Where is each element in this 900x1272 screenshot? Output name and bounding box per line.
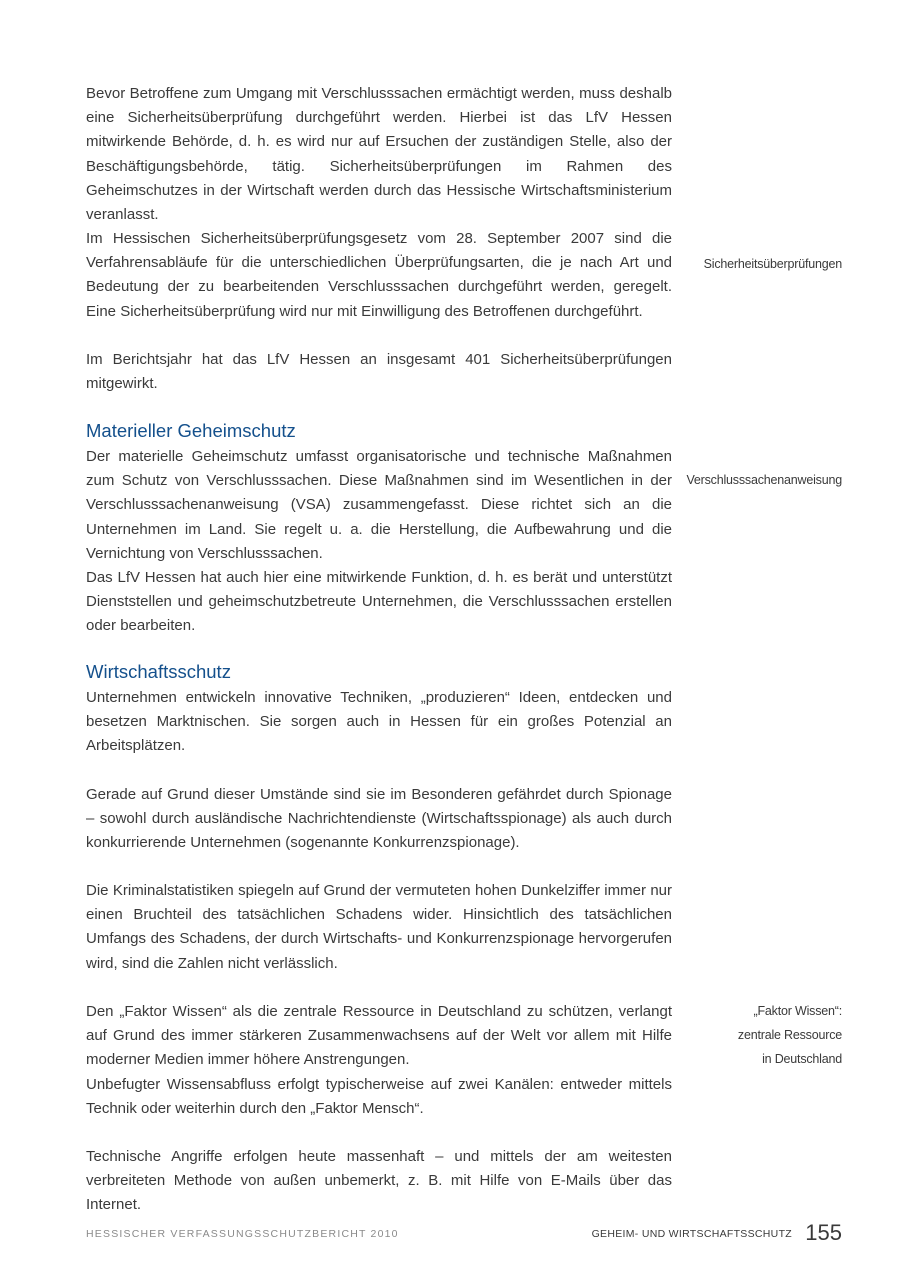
- margin-note-sicherheitsueberpruefungen: Sicherheitsüberprüfungen: [703, 257, 842, 271]
- margin-note-line: in Deutschland: [762, 1052, 842, 1066]
- margin-note-line: zentrale Ressource: [737, 1028, 842, 1042]
- body-text-column: [86, 879, 672, 976]
- paragraph-law: Im Hessischen Sicherheitsüberprüfungsgesetz vom 28. September 2007 sind die Verfahrensabläufe für die unterschiedlichen Überprüfungsarten, die je nach Art und Bedeutung der zu bearbeitenden Verschlusssachen durchgeführt werden, geregelt. Eine Sicherheitsüberprüfung wird nur mit Einwilligung des Betroffenen durchgeführt.: [86, 230, 672, 320]
- footer-chapter-title: GEHEIM- UND WIRTSCHAFTSSCHUTZ: [591, 1228, 792, 1240]
- heading-wirtschaftsschutz: Wirtschaftsschutz: [86, 661, 231, 682]
- body-text-column: [86, 1000, 672, 1121]
- body-text-column: [86, 82, 672, 227]
- paragraph-materiell-1: Der materielle Geheimschutz umfasst organisatorische und technische Maßnahmen zum Schutz von Verschlusssachen. Diese Maßnahmen sind im Wesentlichen in der Verschlusssachenanweisung (VSA) zusammengefasst. Diese richtet sich an die Unternehmen im Land. Sie regelt u. a. die Herstellung, die Aufbewahrung und die Vernichtung von Verschlusssachen.: [86, 448, 672, 562]
- paragraph-technische-angriffe: Technische Angriffe erfolgen heute massenhaft – und mittels der am weitesten verbreiteten Methode von außen unbemerkt, z. B. mit Hilfe von E-Mails über das Internet.: [86, 1148, 672, 1214]
- heading-materieller-geheimschutz: Materieller Geheimschutz: [86, 420, 296, 441]
- paragraph-faktor-wissen: Den „Faktor Wissen“ als die zentrale Ressource in Deutschland zu schützen, verlangt auf Grund des immer stärkeren Zusammenwachsens auf der Welt vor allem mit Hilfe moderner Medien immer höhere Anstrengungen.: [86, 1003, 672, 1069]
- margin-note-line: „Faktor Wissen“:: [753, 1004, 842, 1018]
- paragraph-report-year: Im Berichtsjahr hat das LfV Hessen an insgesamt 401 Sicherheitsüberprüfungen mitgewirkt.: [86, 351, 672, 393]
- page-number: 155: [805, 1220, 842, 1245]
- section-materiell: [86, 419, 672, 639]
- margin-note-faktor-wissen: [622, 999, 842, 1071]
- paragraph-kriminalstatistik: Die Kriminalstatistiken spiegeln auf Grund der vermuteten hohen Dunkelziffer immer nur einen Bruchteil des tatsächlichen Schadens wider. Hinsichtlich des tatsächlichen Umfangs des Schadens, der durch Wirtschafts- und Konkurrenzspionage hervorgerufen wird, sind die Zahlen nicht verlässlich.: [86, 882, 672, 972]
- margin-note-verschlusssachenanweisung: Verschlusssachenanweisung: [686, 473, 842, 487]
- body-text-column: [86, 348, 672, 396]
- paragraph-clearance-intro: Bevor Betroffene zum Umgang mit Verschlusssachen ermächtigt werden, muss deshalb eine Sicherheitsüberprüfung durchgeführt werden. Hierbei ist das LfV Hessen mitwirkende Behörde, d. h. es wird nur auf Ersuchen der zuständigen Stelle, also der Beschäftigungsbehörde, tätig. Sicherheitsüberprüfungen im Rahmen des Geheimschutzes in der Wirtschaft werden durch das Hessische Wirtschaftsministerium veranlasst.: [86, 85, 672, 224]
- body-text-column: [86, 1145, 672, 1218]
- paragraph-innovation: Unternehmen entwickeln innovative Techniken, „produzieren“ Ideen, entdecken und besetzen Marktnischen. Sie sorgen auch in Hessen für ein großes Potenzial an Arbeitsplätzen.: [86, 689, 672, 755]
- paragraph-wissensabfluss: Unbefugter Wissensabfluss erfolgt typischerweise auf zwei Kanälen: entweder mittels Technik oder weiterhin durch den „Faktor Mensch“.: [86, 1075, 672, 1117]
- body-text-column: [86, 227, 672, 324]
- paragraph-spionage: Gerade auf Grund dieser Umstände sind sie im Besonderen gefährdet durch Spionage – sowohl durch ausländische Nachrichtendienste (Wirtschaftsspionage) als auch durch konkurrierende Unternehmen (sogenannte Konkurrenzspionage).: [86, 786, 672, 852]
- body-text-column: [86, 783, 672, 856]
- paragraph-materiell-2: Das LfV Hessen hat auch hier eine mitwirkende Funktion, d. h. es berät und unterstützt Dienststellen und geheimschutzbetreute Unternehmen, die Verschlusssachen erstellen oder bearbeiten.: [86, 569, 672, 635]
- section-wirtschaftsschutz: [86, 660, 672, 759]
- footer-publication-title: HESSISCHER VERFASSUNGSSCHUTZBERICHT 2010: [86, 1228, 399, 1240]
